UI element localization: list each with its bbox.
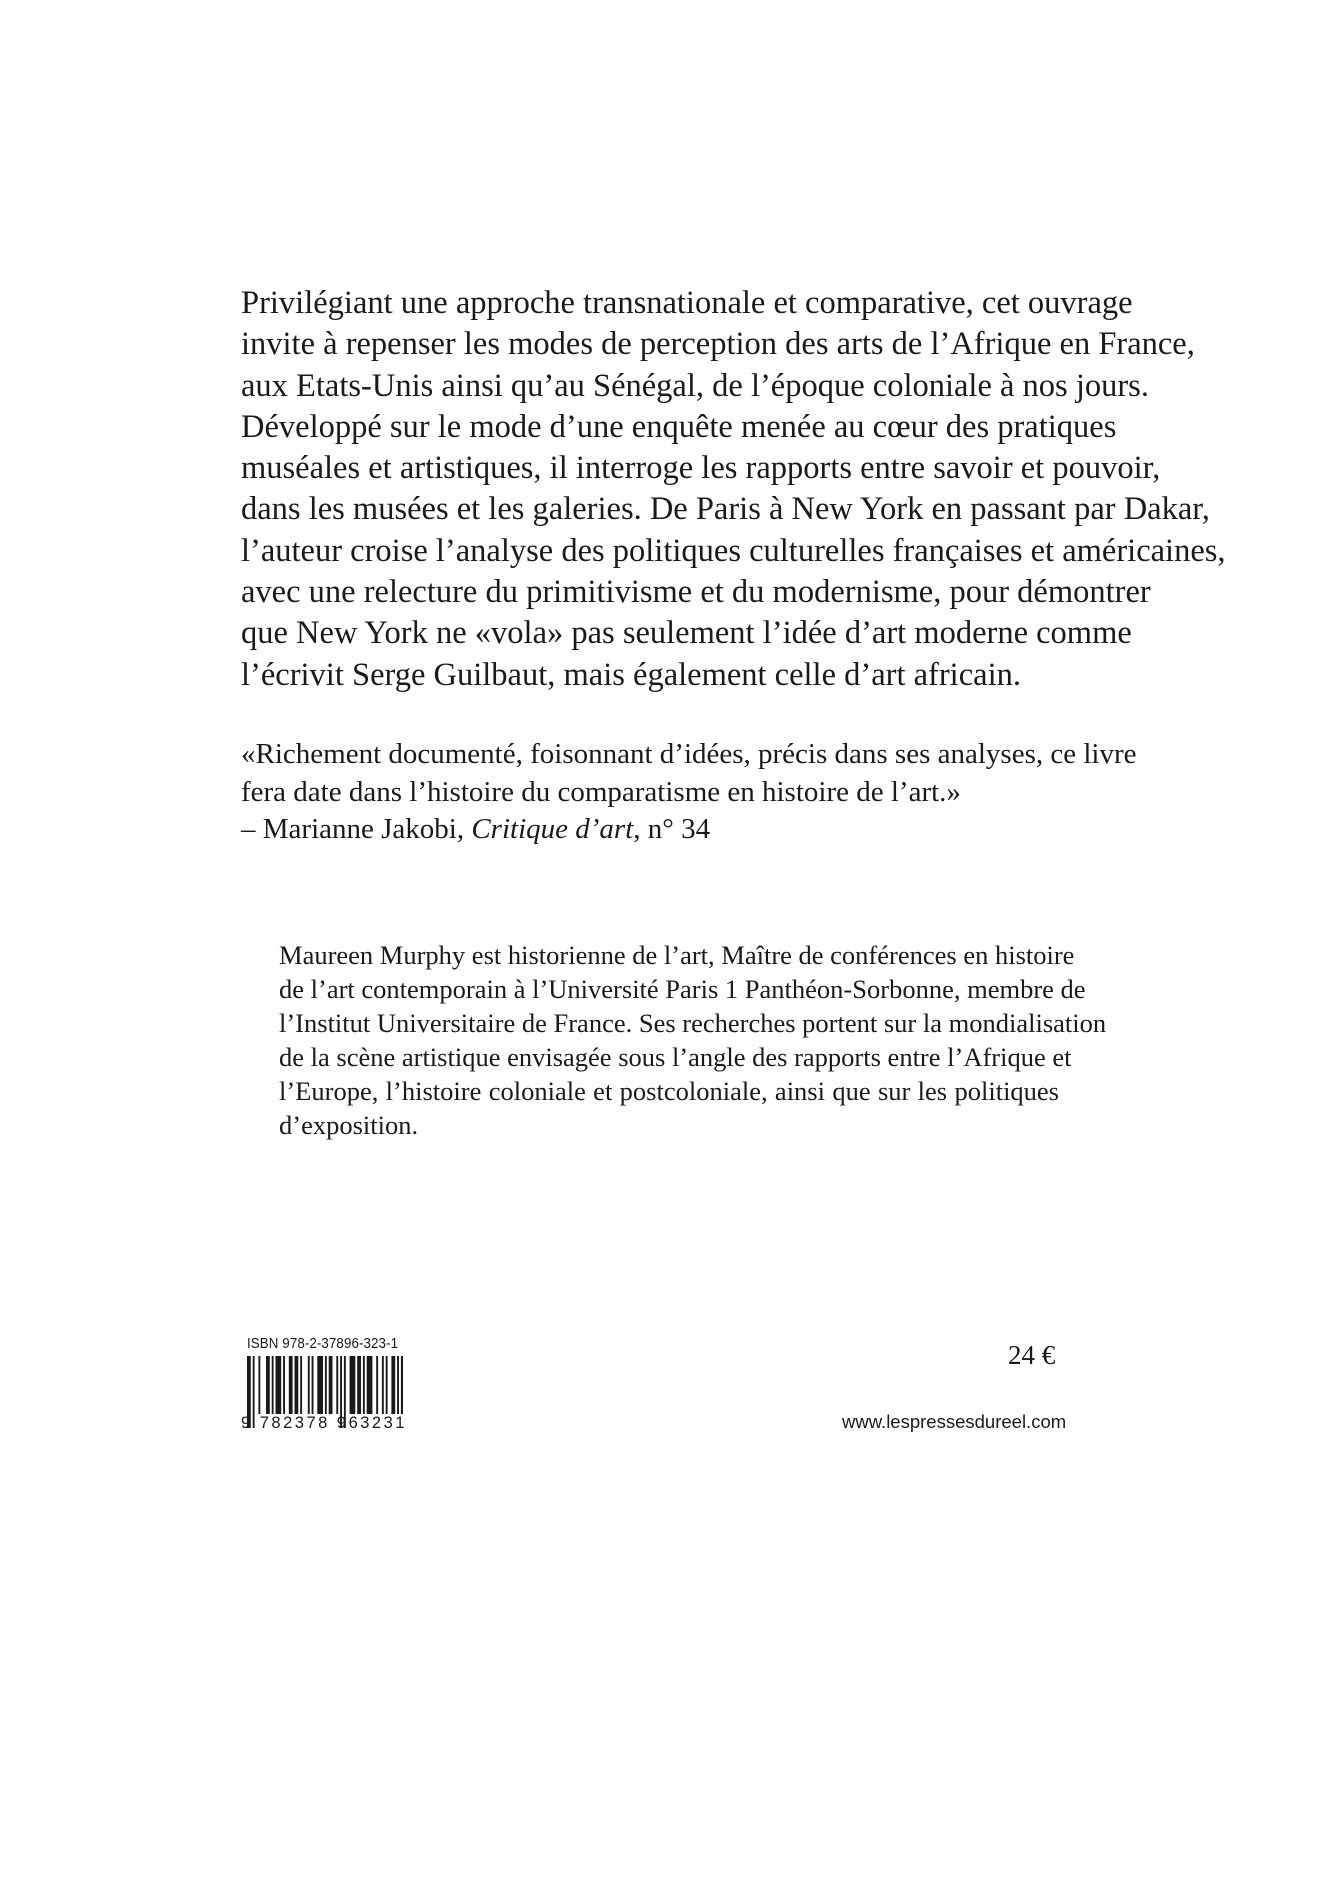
barcode-bar (283, 1356, 285, 1414)
quote-source-issue: , n° 34 (633, 813, 711, 845)
bio-line: de l’art contemporain à l’Université Paris 1 Panthéon-Sorbonne, membre de (279, 974, 1086, 1004)
barcode-bar (325, 1356, 327, 1414)
barcode-bar (289, 1356, 293, 1414)
summary-line: l’auteur croise l’analyse des politiques culturelles françaises et américaines, (241, 532, 1226, 569)
summary-line: Développé sur le mode d’une enquête menée au cœur des pratiques (241, 408, 1117, 445)
isbn-label: ISBN 978-2-37896-323-1 (247, 1336, 399, 1352)
press-quote (241, 736, 1137, 849)
summary-line: Privilégiant une approche transnationale et comparative, cet ouvrage (241, 285, 1133, 321)
back-cover-summary (241, 283, 1226, 696)
quote-line: «Richement documenté, foisonnant d’idées, précis dans ses analyses, ce livre (241, 738, 1137, 770)
barcode-bar (363, 1356, 365, 1414)
summary-line: l’écrivit Serge Guilbaut, mais également celle d’art africain. (241, 656, 1021, 693)
bio-line: d’exposition. (279, 1110, 419, 1140)
barcode-bar (397, 1356, 399, 1414)
quote-attribution (241, 811, 1070, 849)
barcode-bar (382, 1356, 384, 1414)
barcode-bar (391, 1356, 395, 1414)
barcode-bar (300, 1356, 302, 1414)
summary-line: que New York ne «vola» pas seulement l’idée d’art moderne comme (241, 615, 1132, 652)
barcode-bar (376, 1356, 378, 1414)
summary-line: aux Etats-Unis ainsi qu’au Sénégal, de l’époque coloniale à nos jours. (241, 367, 1149, 404)
barcode-bar (357, 1356, 361, 1414)
barcode-bar (272, 1356, 274, 1414)
barcode-bar (336, 1356, 338, 1414)
summary-line: invite à repenser les modes de perception des arts de l’Afrique en France, (241, 326, 1195, 363)
barcode-bar (258, 1356, 260, 1414)
publisher-website: www.lespressesdureel.com (842, 1411, 1067, 1432)
barcode-bar (308, 1356, 310, 1414)
barcode-bar (350, 1356, 356, 1414)
barcode-bar (329, 1356, 333, 1414)
bio-line: Maureen Murphy est historienne de l’art, Maître de conférences en histoire (279, 940, 1075, 970)
barcode-bar (312, 1356, 314, 1414)
barcode-bar (276, 1356, 282, 1414)
barcode-bar (295, 1356, 299, 1414)
bio-line: l’Institut Universitaire de France. Ses recherches portent sur la mondialisation (279, 1008, 1107, 1038)
barcode-bar (401, 1356, 403, 1414)
barcode-bar (317, 1356, 323, 1414)
barcode-bar (266, 1356, 270, 1414)
price: 24 € (1008, 1340, 1056, 1370)
barcode-bar (367, 1356, 373, 1414)
quote-source-title: Critique d’art (471, 813, 634, 845)
quote-line: fera date dans l’histoire du comparatisme en histoire de l’art.» (241, 775, 961, 808)
barcode-digits: 9 782378 963231 (241, 1414, 407, 1432)
bio-line: l’Europe, l’histoire coloniale et postcoloniale, ainsi que sur les politiques (279, 1076, 1059, 1106)
barcode-bar (386, 1356, 388, 1414)
quote-author: – Marianne Jakobi, (241, 813, 472, 845)
bio-line: de la scène artistique envisagée sous l’angle des rapports entre l’Afrique et (279, 1042, 1072, 1072)
summary-line: avec une relecture du primitivisme et du modernisme, pour démontrer (241, 574, 1151, 611)
author-bio (279, 938, 1107, 1142)
summary-line: dans les musées et les galeries. De Paris à New York en passant par Dakar, (241, 491, 1210, 528)
summary-line: muséales et artistiques, il interroge les rapports entre savoir et pouvoir, (241, 450, 1161, 487)
